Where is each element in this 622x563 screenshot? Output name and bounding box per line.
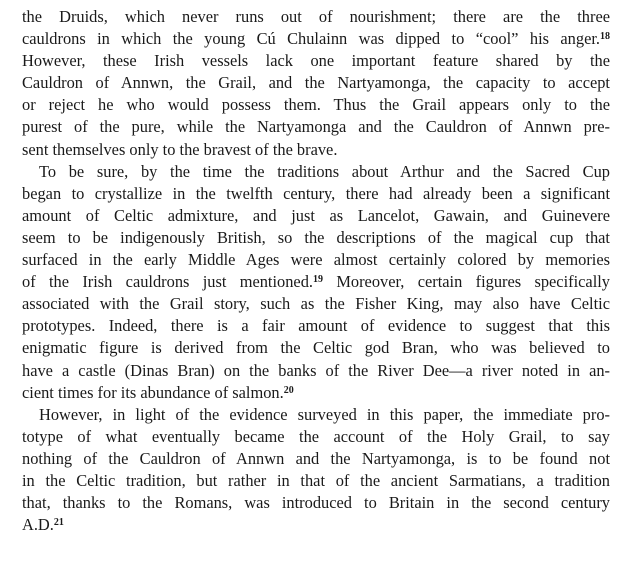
document-page [22,6,610,536]
text-line [22,514,610,536]
text-line: purest of the pure, while the Nartyamonga and the Cauldron of Annwn pre- [22,117,610,137]
text-line: that, thanks to the Romans, was introduced to Britain in the second century [22,493,610,513]
text-line: prototypes. Indeed, there is a fair amount of evidence to suggest that this [22,316,610,336]
text-line: amount of Celtic admixture, and just as Lancelot, Gawain, and Guinevere [22,205,610,225]
text-line [22,28,610,50]
paragraph-1 [22,6,610,161]
text-line: enigmatic figure is derived from the Celtic god Bran, who was believed to [22,338,610,358]
text-line: However, these Irish vessels lack one important feature shared by the [22,51,610,71]
footnote-marker-21[interactable]: 21 [53,517,64,529]
text-line: surfaced in the early Middle Ages were almost certainly colored by memories [22,250,610,270]
text-line [22,382,610,404]
text-span: cauldrons in which the young Cú Chulainn was dipped to “cool” his anger. [22,29,600,49]
text-span: of the Irish cauldrons just mentioned. [22,272,314,292]
text-span: Moreover, certain figures specifically [323,272,610,292]
text-line: sent themselves only to the bravest of the brave. [22,139,338,159]
text-line: To be sure, by the time the traditions about Arthur and the Sacred Cup [39,161,610,181]
footnote-marker-19[interactable]: 19 [313,274,324,286]
footnote-marker-18[interactable]: 18 [600,31,610,43]
text-span: A.D. [22,515,54,535]
text-line: or reject he who would possess them. Thus the Grail appears only to the [22,95,610,115]
paragraph-3 [22,404,610,537]
text-span: cient times for its abundance of salmon. [22,382,284,402]
text-line [22,271,610,293]
text-line: However, in light of the evidence surveyed in this paper, the immediate pro- [39,404,610,424]
text-line: seem to be indigenously British, so the descriptions of the magical cup that [22,227,610,247]
text-line: have a castle (Dinas Bran) on the banks of the River Dee—a river noted in an- [22,360,610,380]
text-line: the Druids, which never runs out of nourishment; there are the three [22,7,610,26]
text-line: associated with the Grail story, such as the Fisher King, may also have Celtic [22,294,610,314]
text-line: Cauldron of Annwn, the Grail, and the Nartyamonga, the capacity to accept [22,73,610,93]
text-line: totype of what eventually became the account of the Holy Grail, to say [22,426,610,446]
text-line: in the Celtic tradition, but rather in that of the ancient Sarmatians, a tradition [22,470,610,490]
paragraph-2 [22,161,610,404]
text-line: nothing of the Cauldron of Annwn and the Nartyamonga, is to be found not [22,448,610,468]
text-line: began to crystallize in the twelfth century, there had already been a significant [22,183,610,203]
footnote-marker-20[interactable]: 20 [283,384,294,396]
